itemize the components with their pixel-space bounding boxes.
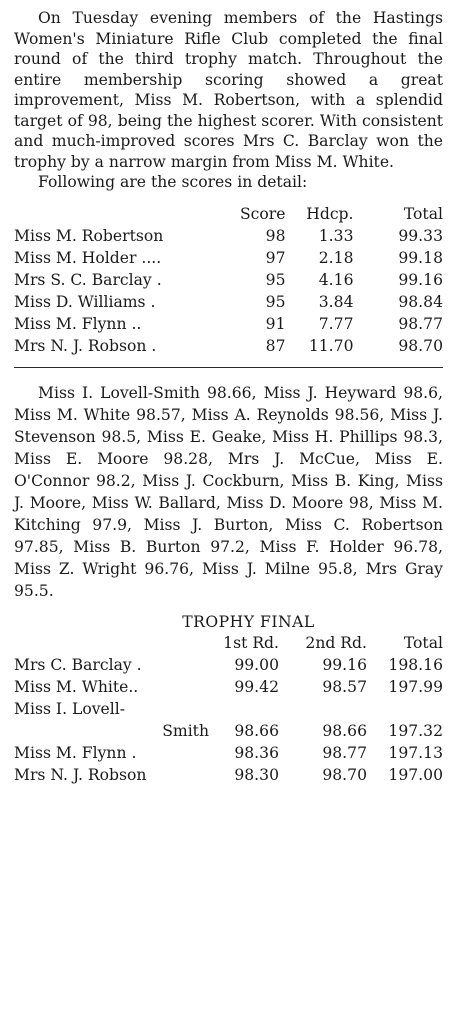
score-hdcp: 1.33 (318, 226, 354, 245)
section-divider (14, 367, 443, 368)
final-r2: 98.57 (322, 677, 367, 696)
final-r2: 98.66 (322, 721, 367, 740)
other-scores: Miss I. Lovell-Smith 98.66, Miss J. Heyward 98.6, Miss M. White 98.57, Miss A. Reynolds 98.56, Miss J. Stevenson 98.5, Miss E. Geake, Miss H. Phillips 98.3, Miss E. Moore 98.28, Mrs J. McCue, Miss E. O'Connor 98.2, Miss J. Cockburn, Miss B. King, Miss J. Moore, Miss W. Ballard, Miss D. Moore 98, Miss M. Kitching 97.9, Miss J. Burton, Miss C. Robertson 97.85, Miss B. Burton 97.2, Miss F. Holder 96.78, Miss Z. Wright 96.76, Miss J. Milne 95.8, Mrs Gray 95.5. (14, 383, 443, 600)
final-r2 (279, 698, 367, 720)
final-r1: 98.30 (234, 765, 279, 784)
score-hdcp: 4.16 (318, 270, 354, 289)
score-hdcp: 7.77 (318, 314, 354, 333)
score-total: 98.84 (398, 292, 443, 311)
scores-header-score: Score (240, 204, 286, 223)
score-total: 99.16 (398, 270, 443, 289)
final-header-r2: 2nd Rd. (305, 633, 367, 652)
table-row (14, 291, 443, 313)
score-total: 99.18 (398, 248, 443, 267)
final-total: 197.99 (388, 677, 443, 696)
score-hdcp: 3.84 (318, 292, 354, 311)
scores-header-hdcp: Hdcp. (306, 204, 354, 223)
table-row (14, 225, 443, 247)
final-r1: 98.66 (234, 721, 279, 740)
score-name: Miss M. Robertson (14, 226, 164, 245)
table-row (14, 720, 443, 742)
scores-header-total: Total (403, 204, 443, 223)
table-row (14, 698, 443, 720)
score-name: Miss M. Holder .... (14, 248, 162, 267)
spacer (14, 602, 443, 612)
score-hdcp: 2.18 (318, 248, 354, 267)
final-header-total: Total (403, 633, 443, 652)
final-name: Miss I. Lovell- (14, 699, 126, 718)
final-total: 197.00 (388, 765, 443, 784)
table-row (14, 313, 443, 335)
scores-intro: Following are the scores in detail: (38, 173, 308, 191)
score-hdcp: 11.70 (308, 336, 354, 355)
table-row (14, 654, 443, 676)
score-value: 95 (265, 292, 286, 311)
article-intro: On Tuesday evening members of the Hastings Women's Miniature Rifle Club completed the final round of the third trophy match. Throughout the entire membership scoring showed a great improvement, Miss M. Robertson, with a splendid target of 98, being the highest scorer. With consistent and much-improved scores Mrs C. Barclay won the trophy by a narrow margin from Miss M. White. (14, 9, 443, 171)
table-row (14, 764, 443, 786)
final-r2: 98.70 (322, 765, 367, 784)
scores-header-name (14, 203, 240, 225)
final-name: Mrs C. Barclay . (14, 655, 142, 674)
score-name: Mrs S. C. Barclay . (14, 270, 162, 289)
final-total: 198.16 (388, 655, 443, 674)
score-value: 95 (265, 270, 286, 289)
final-header-name (14, 632, 219, 654)
score-total: 98.70 (398, 336, 443, 355)
final-r1: 98.36 (234, 743, 279, 762)
final-r2: 99.16 (322, 655, 367, 674)
scores-header-row (14, 203, 443, 225)
final-r2: 98.77 (322, 743, 367, 762)
score-value: 87 (265, 336, 286, 355)
table-row (14, 335, 443, 357)
score-total: 98.77 (398, 314, 443, 333)
scores-table (14, 203, 443, 357)
score-name: Mrs N. J. Robson . (14, 336, 157, 355)
final-header-row (14, 632, 443, 654)
final-r1 (219, 698, 279, 720)
trophy-final-table (14, 632, 443, 786)
trophy-final-heading: TROPHY FINAL (182, 612, 315, 631)
final-name: Smith (162, 721, 209, 740)
final-total: 197.32 (388, 721, 443, 740)
table-row (14, 269, 443, 291)
table-row (14, 676, 443, 698)
final-name: Miss M. Flynn . (14, 743, 137, 762)
final-r1: 99.42 (234, 677, 279, 696)
score-value: 98 (265, 226, 286, 245)
final-total (367, 698, 443, 720)
final-name: Mrs N. J. Robson (14, 765, 147, 784)
table-row (14, 247, 443, 269)
final-total: 197.13 (388, 743, 443, 762)
final-header-r1: 1st Rd. (223, 633, 279, 652)
score-total: 99.33 (398, 226, 443, 245)
final-name: Miss M. White.. (14, 677, 139, 696)
table-row (14, 742, 443, 764)
score-value: 91 (265, 314, 286, 333)
score-name: Miss M. Flynn .. (14, 314, 142, 333)
score-name: Miss D. Williams . (14, 292, 156, 311)
final-r1: 99.00 (234, 655, 279, 674)
score-value: 97 (265, 248, 286, 267)
